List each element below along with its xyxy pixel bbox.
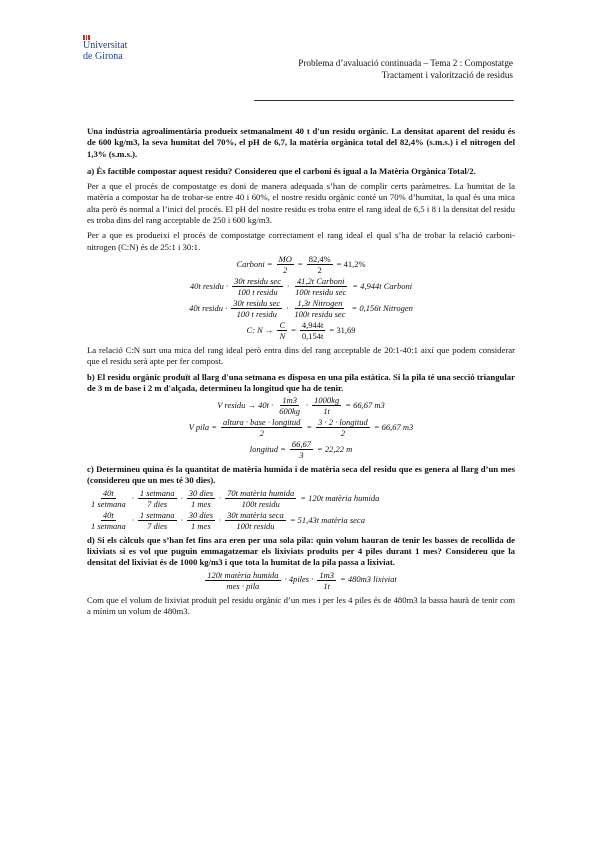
eq-result: = 22,22 m [317,444,353,454]
eq-num: altura · base · longitud [222,417,301,428]
eq-den: 1 mes [191,498,211,509]
eq-num: C [279,319,286,330]
eq-den: 2 [283,264,288,275]
question-a: a) És factible compostar aquest residu? Considereu que el carboni és igual a la Matèria Orgànica Total/2. [87,165,476,176]
header-divider [254,100,514,101]
eq-den: 7 dies [147,498,168,509]
logo-line-1: Universitat [83,40,128,51]
eq-num: MO [278,253,292,264]
equation-carbon-mass: 40t residu · $\frac{\text{30t residu sec}}{\text{100 t residu}}$ · $\frac{\text{41,2t Carboni}}{\text{100t residu sec}}$ = 4,944t Carboni [189,275,413,297]
header-subject: Tractament i valorització de residus [381,70,513,80]
eq-num: 30 dies [188,509,214,520]
eq-num: 4,944t [301,319,324,330]
eq-num: 70t matèria humida [227,487,295,498]
eq-den: 3 [299,450,304,461]
eq-den: 600kg [279,406,301,417]
page-header [298,57,513,81]
eq-lhs: 40t residu · [189,302,228,313]
answer-a-conclusion: La relació C:N surt una mica del rang ideal però entra dins del rang acceptable de 20:1-40:1 així que podem considerar que el residu serà apte per fer compost. [87,344,515,367]
eq-num: 30t residu sec [233,297,281,308]
question-d: d) Si els càlculs que s’han fet fins ara eren per una sola pila: quin volum hauran de tenir les basses de recollida de lixiviats si es vol que puguin emmagatzemar els lixiviats produïts per 4 piles durant 1 mes? Considereu que la densitat del lixiviat és de 1000 kg/m3 i que tota la humitat de la pila passa a lixiviat. [87,534,515,568]
eq-lhs: C: N → [246,324,274,335]
eq-num: 1,3t Nitrogen [297,297,343,308]
document-body [87,126,515,617]
eq-den: 100t residu sec [295,286,347,297]
eq-num: 41,2t Carboni [296,275,345,286]
eq-den: 100t residu sec [294,308,346,319]
eq-den: 100t residu [241,498,280,509]
university-logo [83,40,163,68]
eq-num: 3 · 2 · longitud [318,417,368,428]
equation-residue-volume: V residu → 40t · $\frac{1m3}{600kg}$ · $\frac{1000kg}{1t}$ = 66,67 m3 [217,395,385,417]
eq-den: 7 dies [147,520,168,531]
eq-den: 1 setmana [91,520,126,531]
eq-num: 30t residu sec [234,275,281,286]
eq-lhs: longitud = [249,444,286,454]
eq-result: = 66,67 m3 [345,400,385,410]
eq-num: 66,67 [291,439,312,450]
question-b: b) El residu orgànic produït al llarg d'una setmana es disposa en una pila estàtica. Si la pila té una secció triangular de 3 m de base i 2 m d'alçada, determineu la longitud que ha de tenir. [87,371,515,393]
eq-num: 1m3 [319,569,335,580]
eq-num: 40t [102,487,114,498]
eq-result: = 4,944t Carboni [352,280,413,291]
logo-line-2: de Girona [83,51,123,62]
eq-lhs: 40t residu · [189,280,229,291]
eq-lhs: Carboni = [236,258,273,269]
eq-den: 100 t residu [237,286,278,297]
eq-den: 1 mes [191,520,211,531]
equation-wet-matter: $\frac{40t}{\text{1 setmana}}$ · $\frac{\text{1 setmana}}{\text{7 dies}}$ · $\frac{\text{30 dies}}{\text{1 mes}}$ · $\frac{\text{70t matèria humida}}{\text{100t residu}}$ = 120t matèria humida [91,487,380,509]
equation-nitrogen-mass: 40t residu · $\frac{\text{30t residu sec}}{\text{100 t residu}}$ · $\frac{\text{1,3t Nitrogen}}{\text{100t residu sec}}$ = 0,156t Nitrogen [189,297,413,319]
eq-num: 30t matèria seca [227,509,284,520]
equation-pile-volume: V pila = $\frac{\text{altura · base · longitud}}{2}$ = $\frac{\text{3 · 2 · longitud}}{2}$ = 66,67 m3 [188,417,414,439]
eq-den: 2 [317,264,322,275]
eq-num: 1 setmana [139,487,175,498]
eq-den: 2 [340,428,346,439]
eq-result: = 51,43t matèria seca [289,514,365,525]
eq-result: = 120t matèria humida [300,492,380,503]
answer-a-paragraph-1: Per a que el procés de compostatge es doni de manera adequada s’han de complir certs paràmetres. La humitat de la matèria a compostar ha de trobar-se entre 40 i 60%, el nostre residu orgànic conté un 70% d’humitat, la qual és una mica alta però és normal a l’inici del procés. El pH del nostre residu es troba entre el rang ideal de 6,5 i 8 i la densitat del residu es troba dins del rang acceptable de 250 i 600 kg/m3. [87,181,515,226]
equation-leachate-volume [87,570,515,591]
eq-result: = 0,156t Nitrogen [351,302,413,313]
equation-carbon-percent: Carboni = $\frac{MO}{2}$ = $\frac{82,4\%}{2}$ = 41,2% [236,253,366,275]
logo-mark-icon [83,35,90,40]
eq-lhs: V residu → 40t · [217,400,274,410]
eq-num: 120t matèria humida [207,569,279,580]
eq-num: 1 setmana [139,509,175,520]
eq-den: 2 [259,428,264,439]
eq-den: mes · pila [226,580,260,591]
eq-num: 30 dies [188,487,214,498]
eq-result: = 66,67 m3 [373,422,414,432]
eq-den: 100t residu [236,520,275,531]
eq-den: N [279,330,286,341]
eq-lhs: V pila = [188,422,217,432]
eq-result: = 41,2% [336,258,366,269]
eq-result: = 480m3 lixiviat [340,574,397,585]
equation-pile-length [87,439,515,460]
eq-den: 0,154t [301,330,324,341]
eq-mid: · 4piles · [284,574,314,585]
eq-num: 82,4% [308,253,331,264]
eq-num: 1000kg [314,395,340,406]
eq-den: 1t [323,580,330,591]
eq-den: 1t [323,406,330,417]
eq-num: 40t [102,509,114,520]
answer-d-conclusion: Com que el volum de lixiviat produït pel residu orgànic d’un mes i per les 4 piles és de 480m3 la bassa haurà de tenir com a mínim un volum de 480m3. [87,594,515,616]
equation-cn-ratio: C: N → $\frac{C}{N}$ = $\frac{4,944t}{0,154t}$ = 31,69 [246,319,356,341]
answer-a-paragraph-2: Per a que es produeixi el procés de compostatge correctament el rang ideal el qual s’ha de trobar la relació carboni-nitrogen (C:N) és de 25:1 i 30:1. [87,230,515,252]
header-course: Problema d’avaluació continuada – Tema 2 : Compostatge [298,58,513,68]
eq-den: 1 setmana [91,498,126,509]
equation-dry-matter: $\frac{40t}{\text{1 setmana}}$ · $\frac{\text{1 setmana}}{\text{7 dies}}$ · $\frac{\text{30 dies}}{\text{1 mes}}$ · $\frac{\text{30t matèria seca}}{\text{100t residu}}$ = 51,43t matèria seca [91,509,365,531]
eq-num: 1m3 [282,395,297,406]
eq-result: = 31,69 [329,324,356,335]
question-c: c) Determineu quina és la quantitat de matèria humida i de matèria seca del residu que es genera al llarg d’un mes (considereu que un mes té 30 dies). [87,464,515,486]
problem-statement: Una indústria agroalimentària produeix setmanalment 40 t d'un residu orgànic. La densitat aparent del residu és de 600 kg/m3, la seva humitat del 70%, el pH de 6,7, la matèria orgànica total del 82,4% (s.m.s.) i el nitrogen del 1,3% (s.m.s.). [87,126,515,159]
eq-den: 100 t residu [236,308,277,319]
